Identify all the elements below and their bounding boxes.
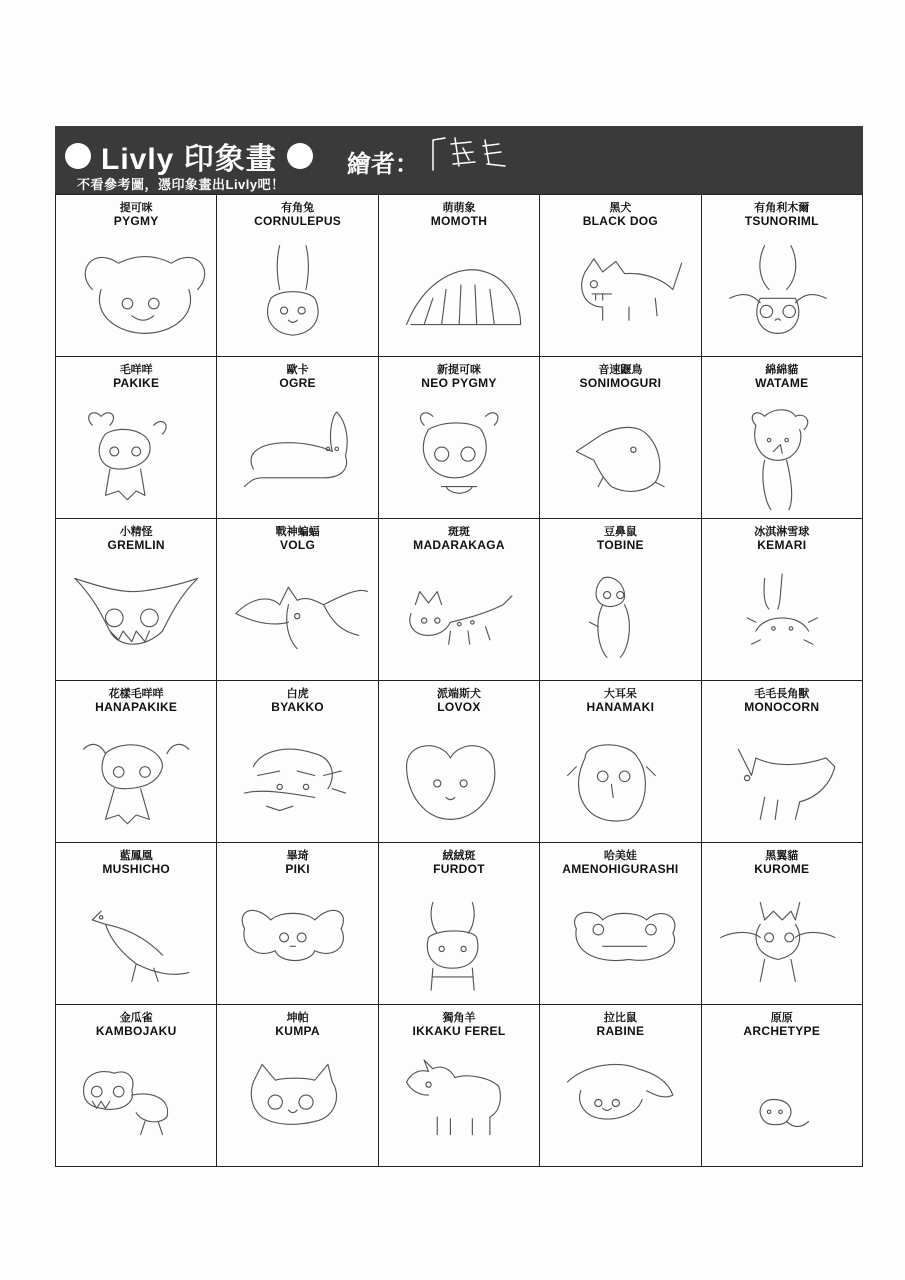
creature-name-zh: 坤帕: [286, 1011, 309, 1024]
creature-sketch: [227, 393, 367, 510]
creature-name-en: KEMARI: [757, 538, 807, 552]
creature-name-en: KUMPA: [275, 1024, 320, 1038]
bullet-dot-icon: [287, 143, 313, 169]
sheet-title: Livly 印象畫: [101, 143, 277, 176]
creature-name-zh: 歐卡: [286, 363, 309, 376]
creature-name-zh: 萌萌象: [442, 201, 476, 214]
creature-cell: [56, 843, 217, 1005]
creature-sketch: [389, 555, 529, 672]
creature-cell: [56, 357, 217, 519]
creature-cell: [217, 1005, 378, 1167]
creature-name-zh: 花樣毛咩咩: [108, 687, 164, 700]
creature-name-en: GREMLIN: [107, 538, 165, 552]
creature-cell: [540, 195, 701, 357]
sheet-subtitle: 不看參考圖，憑印象畫出Livly吧！: [77, 177, 285, 192]
creature-name-zh: 黑犬: [609, 201, 632, 214]
creature-name-en: MOMOTH: [430, 214, 488, 228]
creature-name-zh: 有角利木爾: [754, 201, 810, 214]
creature-name-en: WATAME: [755, 376, 809, 390]
creature-name-en: PAKIKE: [113, 376, 160, 390]
creature-sketch: [712, 879, 852, 996]
creature-cell: [702, 681, 863, 843]
creature-name-en: CORNULEPUS: [254, 214, 342, 228]
creature-name-en: MONOCORN: [744, 700, 820, 714]
creature-cell: [56, 519, 217, 681]
creature-cell: [702, 843, 863, 1005]
creature-cell: [540, 681, 701, 843]
creature-cell: [379, 681, 540, 843]
creature-name-en: BYAKKO: [271, 700, 324, 714]
creature-cell: [379, 1005, 540, 1167]
creature-sketch: [550, 555, 690, 672]
creature-name-zh: 新提可咪: [436, 363, 481, 376]
creature-sketch: [550, 393, 690, 510]
creature-name-en: LOVOX: [437, 700, 481, 714]
creature-name-zh: 金瓜雀: [119, 1011, 153, 1024]
creature-cell: [217, 843, 378, 1005]
creature-cell: [702, 195, 863, 357]
creature-cell: [56, 195, 217, 357]
creature-name-zh: 音速鼴鳥: [598, 363, 643, 376]
creature-sketch: [66, 393, 206, 510]
creature-name-zh: 小精怪: [119, 525, 153, 538]
creature-name-zh: 藍鳳凰: [119, 849, 153, 862]
creature-name-en: HANAMAKI: [586, 700, 655, 714]
creature-cell: [702, 519, 863, 681]
creature-name-zh: 提可咪: [119, 201, 153, 214]
creature-name-en: KAMBOJAKU: [95, 1024, 177, 1038]
creature-sketch: [66, 555, 206, 672]
creature-cell: [540, 357, 701, 519]
creature-cell: [702, 1005, 863, 1167]
creature-name-en: PYGMY: [113, 214, 159, 228]
sheet-header: [55, 126, 863, 194]
creature-cell: [540, 519, 701, 681]
creature-sketch: [712, 1041, 852, 1158]
creature-name-zh: 絨絨斑: [442, 849, 476, 862]
creature-cell: [702, 357, 863, 519]
creature-name-en: SONIMOGURI: [579, 376, 662, 390]
creature-sketch: [66, 717, 206, 834]
creature-name-zh: 有角兔: [281, 201, 315, 214]
creature-name-en: VOLG: [279, 538, 316, 552]
creature-name-en: RABINE: [596, 1024, 645, 1038]
creature-name-en: KUROME: [754, 862, 810, 876]
creature-name-en: OGRE: [279, 376, 316, 390]
creature-name-zh: 拉比鼠: [603, 1011, 637, 1024]
creature-name-zh: 派端斯犬: [436, 687, 481, 700]
creature-name-zh: 冰淇淋雪球: [754, 525, 810, 538]
creature-cell: [379, 357, 540, 519]
creature-name-en: IKKAKU FEREL: [412, 1024, 506, 1038]
creature-name-en: BLACK DOG: [582, 214, 659, 228]
livly-sheet: [55, 126, 863, 1167]
creature-cell: [217, 519, 378, 681]
painter-label: 繪者：: [347, 151, 419, 178]
creature-cell: [56, 1005, 217, 1167]
creature-name-en: TSUNORIML: [744, 214, 819, 228]
creature-name-zh: 畢琦: [286, 849, 309, 862]
creature-name-zh: 豆鼻鼠: [603, 525, 637, 538]
creature-name-en: AMENOHIGURASHI: [562, 862, 679, 876]
creature-name-en: TOBINE: [596, 538, 644, 552]
creature-sketch: [550, 231, 690, 348]
creature-name-zh: 大耳呆: [603, 687, 637, 700]
creature-name-en: HANAPAKIKE: [95, 700, 178, 714]
creature-sketch: [389, 879, 529, 996]
creature-cell: [56, 681, 217, 843]
creature-cell: [217, 195, 378, 357]
creature-name-zh: 原原: [770, 1011, 793, 1024]
creature-sketch: [712, 555, 852, 672]
creature-sketch: [66, 231, 206, 348]
creature-name-zh: 毛咩咩: [119, 363, 153, 376]
creature-sketch: [66, 879, 206, 996]
creature-sketch: [227, 555, 367, 672]
creature-cell: [379, 519, 540, 681]
creature-sketch: [550, 1041, 690, 1158]
creature-sketch: [712, 393, 852, 510]
creature-name-en: MADARAKAGA: [413, 538, 505, 552]
creature-name-zh: 斑斑: [447, 525, 470, 538]
creature-sketch: [227, 717, 367, 834]
creature-name-en: FURDOT: [433, 862, 485, 876]
creature-cell: [379, 195, 540, 357]
creature-name-en: NEO PYGMY: [421, 376, 497, 390]
title-row: [63, 134, 313, 178]
creature-grid: [55, 194, 863, 1167]
creature-name-en: ARCHETYPE: [743, 1024, 821, 1038]
creature-cell: [540, 843, 701, 1005]
creature-sketch: [389, 393, 529, 510]
creature-sketch: [550, 717, 690, 834]
creature-cell: [379, 843, 540, 1005]
creature-cell: [217, 681, 378, 843]
creature-sketch: [712, 717, 852, 834]
creature-sketch: [389, 717, 529, 834]
creature-sketch: [389, 1041, 529, 1158]
creature-cell: [540, 1005, 701, 1167]
creature-name-zh: 獨角羊: [442, 1011, 476, 1024]
creature-sketch: [389, 231, 529, 348]
creature-sketch: [227, 879, 367, 996]
creature-sketch: [66, 1041, 206, 1158]
creature-name-zh: 綿綿貓: [765, 363, 799, 376]
creature-sketch: [550, 879, 690, 996]
creature-name-en: MUSHICHO: [102, 862, 171, 876]
creature-cell: [217, 357, 378, 519]
creature-name-zh: 戰神蝙蝠: [275, 525, 320, 538]
painter-signature: [425, 130, 535, 180]
creature-name-zh: 白虎: [286, 687, 309, 700]
creature-name-en: PIKI: [285, 862, 310, 876]
creature-name-zh: 黑翼貓: [765, 849, 799, 862]
bullet-dot-icon: [65, 143, 91, 169]
creature-sketch: [227, 231, 367, 348]
creature-sketch: [712, 231, 852, 348]
creature-name-zh: 毛毛長角獸: [754, 687, 810, 700]
creature-sketch: [227, 1041, 367, 1158]
creature-name-zh: 哈美娃: [603, 849, 637, 862]
